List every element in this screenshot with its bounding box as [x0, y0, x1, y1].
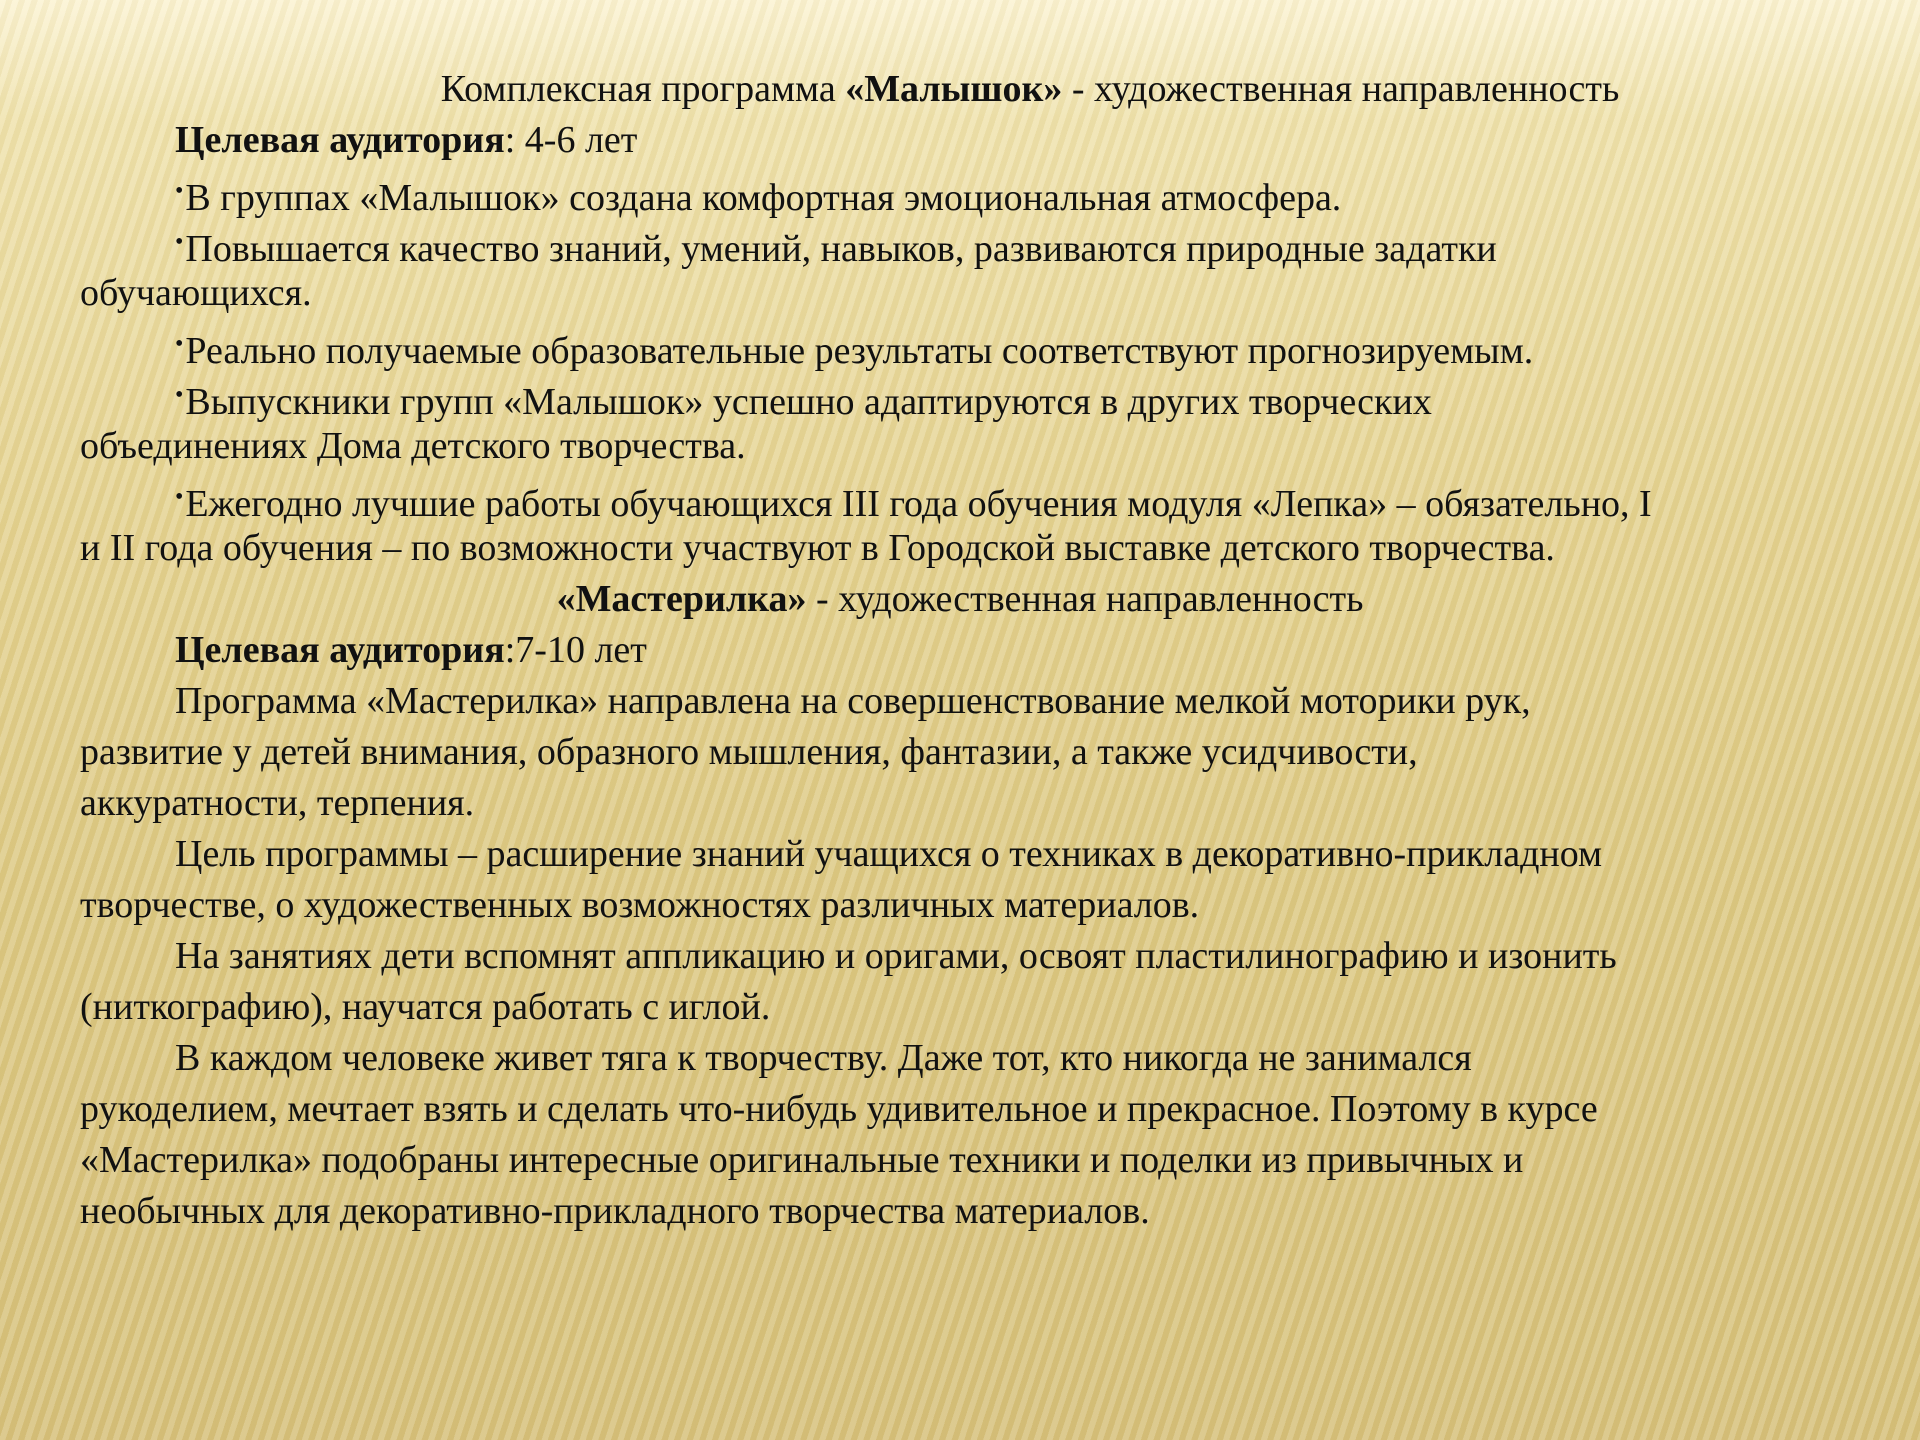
malyshok-heading-pre: Комплексная программа — [440, 68, 846, 110]
masterilka-paragraph-4-line-1: В каждом человеке живет тяга к творчеству. Даже тот, кто никогда не занимался — [175, 1037, 1472, 1079]
malyshok-heading-post: - художественная направленность — [1062, 68, 1620, 110]
masterilka-paragraph-4-line-2: рукоделием, мечтает взять и сделать что-нибудь удивительное и прекрасное. Поэтому в курсе — [80, 1088, 1598, 1130]
slide-text-body — [80, 64, 1840, 1237]
bullet-icon: • — [175, 331, 184, 357]
malyshok-heading-name: «Малышок» — [845, 68, 1063, 110]
masterilka-paragraph-3-line-1: На занятиях дети вспомнят аппликацию и оригами, освоят пластилинографию и изонить — [175, 935, 1617, 977]
bullet-text: Реально получаемые образовательные результаты соответствуют прогнозируемым. — [185, 330, 1534, 372]
bullet-icon: • — [175, 178, 184, 204]
bullet-icon: • — [175, 229, 184, 255]
bullet-text: Выпускники групп «Малышок» успешно адаптируются в других творческих — [185, 381, 1432, 423]
malyshok-bullet-4-cont: объединениях Дома детского творчества. — [80, 425, 746, 467]
masterilka-audience-label: Целевая аудитория — [175, 629, 505, 671]
malyshok-bullet-2-cont: обучающихся. — [80, 272, 312, 314]
masterilka-paragraph-1-line-1: Программа «Мастерилка» направлена на совершенствование мелкой моторики рук, — [175, 680, 1531, 722]
masterilka-paragraph-3-line-2: (ниткографию), научатся работать с иглой. — [80, 986, 771, 1028]
bullet-text: Ежегодно лучшие работы обучающихся III года обучения модуля «Лепка» – обязательно, I — [185, 483, 1652, 525]
malyshok-bullet-5-cont: и II года обучения – по возможности участвуют в Городской выставке детского творчества. — [80, 527, 1555, 569]
masterilka-audience — [80, 625, 1840, 676]
masterilka-heading-name: «Мастерилка» — [556, 578, 807, 620]
bullet-text: Повышается качество знаний, умений, навыков, развиваются природные задатки — [185, 228, 1497, 270]
malyshok-bullet-4 — [80, 370, 1840, 421]
malyshok-audience-value: : 4-6 лет — [504, 119, 638, 161]
bullet-icon: • — [175, 382, 184, 408]
masterilka-paragraph-4-line-3: «Мастерилка» подобраны интересные оригинальные техники и поделки из привычных и — [80, 1139, 1524, 1181]
malyshok-bullet-2 — [80, 217, 1840, 268]
masterilka-paragraph-2-line-2: творчестве, о художественных возможностях различных материалов. — [80, 884, 1200, 926]
masterilka-paragraph-2-line-1: Цель программы – расширение знаний учащихся о техниках в декоративно-прикладном — [175, 833, 1603, 875]
bullet-text: В группах «Малышок» создана комфортная эмоциональная атмосфера. — [185, 177, 1342, 219]
masterilka-paragraph-4-line-4: необычных для декоративно-прикладного творчества материалов. — [80, 1190, 1150, 1232]
malyshok-heading — [80, 64, 1840, 115]
malyshok-bullet-1 — [80, 166, 1840, 217]
malyshok-audience-label: Целевая аудитория — [175, 119, 505, 161]
malyshok-audience — [80, 115, 1840, 166]
bullet-icon: • — [175, 484, 184, 510]
malyshok-bullet-5 — [80, 472, 1840, 523]
masterilka-paragraph-1-line-2: развитие у детей внимания, образного мышления, фантазии, а также усидчивости, — [80, 731, 1418, 773]
masterilka-audience-value: :7-10 лет — [504, 629, 647, 671]
masterilka-paragraph-1-line-3: аккуратности, терпения. — [80, 782, 475, 824]
masterilka-heading-post: - художественная направленность — [806, 578, 1364, 620]
malyshok-bullet-3 — [80, 319, 1840, 370]
masterilka-heading — [80, 574, 1840, 625]
